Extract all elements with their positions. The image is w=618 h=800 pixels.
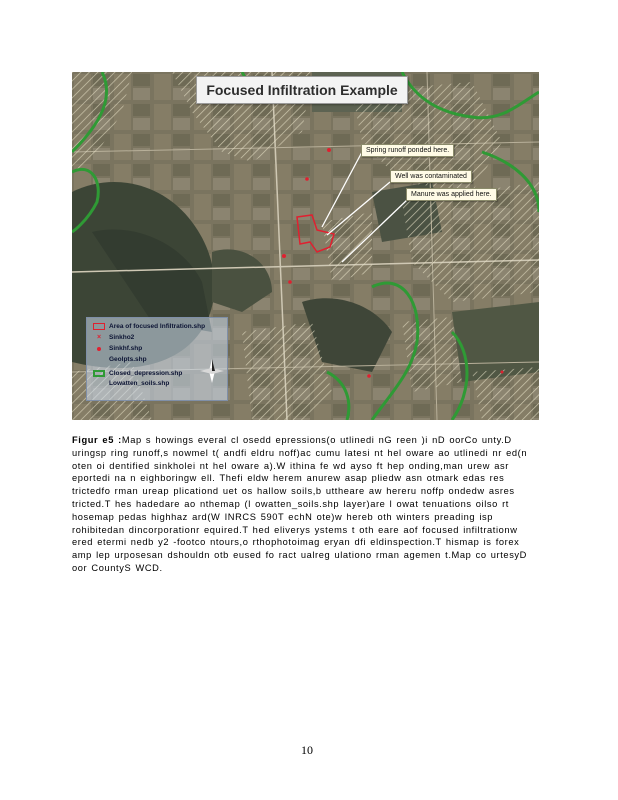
- legend-item: Area of focused Infiltration.shp: [93, 323, 205, 330]
- caption-text: Map s howings everal cl osedd epressions(o utlinedi nG reen )i nD oorCo unty.D uringsp ring runoff,s nowmel t( andfi eldru noff)ac cumu latesi nt hel oware ao utlinedi nr ed(n oten oi dentified sinkholei nt hel oware a).W ithina fe wd ayso ft hep onding,man urew asr eportedi na n eighboringw ell. Thefi eldw herem anurew asap pliedw asn otmark edas res trictedfo rman ureap plicationd uet os hallow soils,b uttheare aw hereru noffp ondedw asres tricted.T hes hadedare ao nthemap (l owatten_soils.shp layer)are l owat tenuations oilso rt hosemap pedas highhaz ard(W INRCS 590T echN ote)w hereb oth winters preading isp rohibitedan dincorporationr equired.T hed eliverys ystems t oth eare aof focused infiltrationw ered etermi nedb y2 -footco ntours,o rthophotoimag eryan dfi eldinspection.T hismap is forex amp lep urposesan dshouldn otb eused fo ract ualreg ulationo rman agemen t.Map co urtesyD oor CountyS WCD.: [72, 435, 528, 573]
- map-title: Focused Infiltration Example: [196, 76, 408, 104]
- red-dot-icon: [93, 345, 105, 352]
- north-arrow-icon: [200, 359, 224, 383]
- red-outline-swatch-icon: [93, 323, 105, 330]
- x-marker-icon: ×: [96, 334, 102, 341]
- map-figure: [72, 72, 539, 420]
- legend-item: Sinkhf.shp: [93, 345, 142, 352]
- figure-caption: [72, 434, 542, 575]
- legend-item: Lowatten_soils.shp: [109, 380, 170, 388]
- green-outline-swatch-icon: [93, 370, 105, 377]
- legend-item: Closed_depression.shp: [93, 370, 182, 377]
- figure-label: Figur e5 :: [72, 435, 122, 445]
- legend-item: × Sinkho2: [93, 334, 134, 341]
- callout-well-contaminated: Well was contaminated: [390, 170, 472, 183]
- page-number: 10: [301, 743, 313, 757]
- legend-item: Geolpts.shp: [109, 356, 147, 364]
- callout-manure-applied: Manure was applied here.: [406, 188, 497, 201]
- callout-spring-runoff: Spring runoff ponded here.: [361, 144, 454, 157]
